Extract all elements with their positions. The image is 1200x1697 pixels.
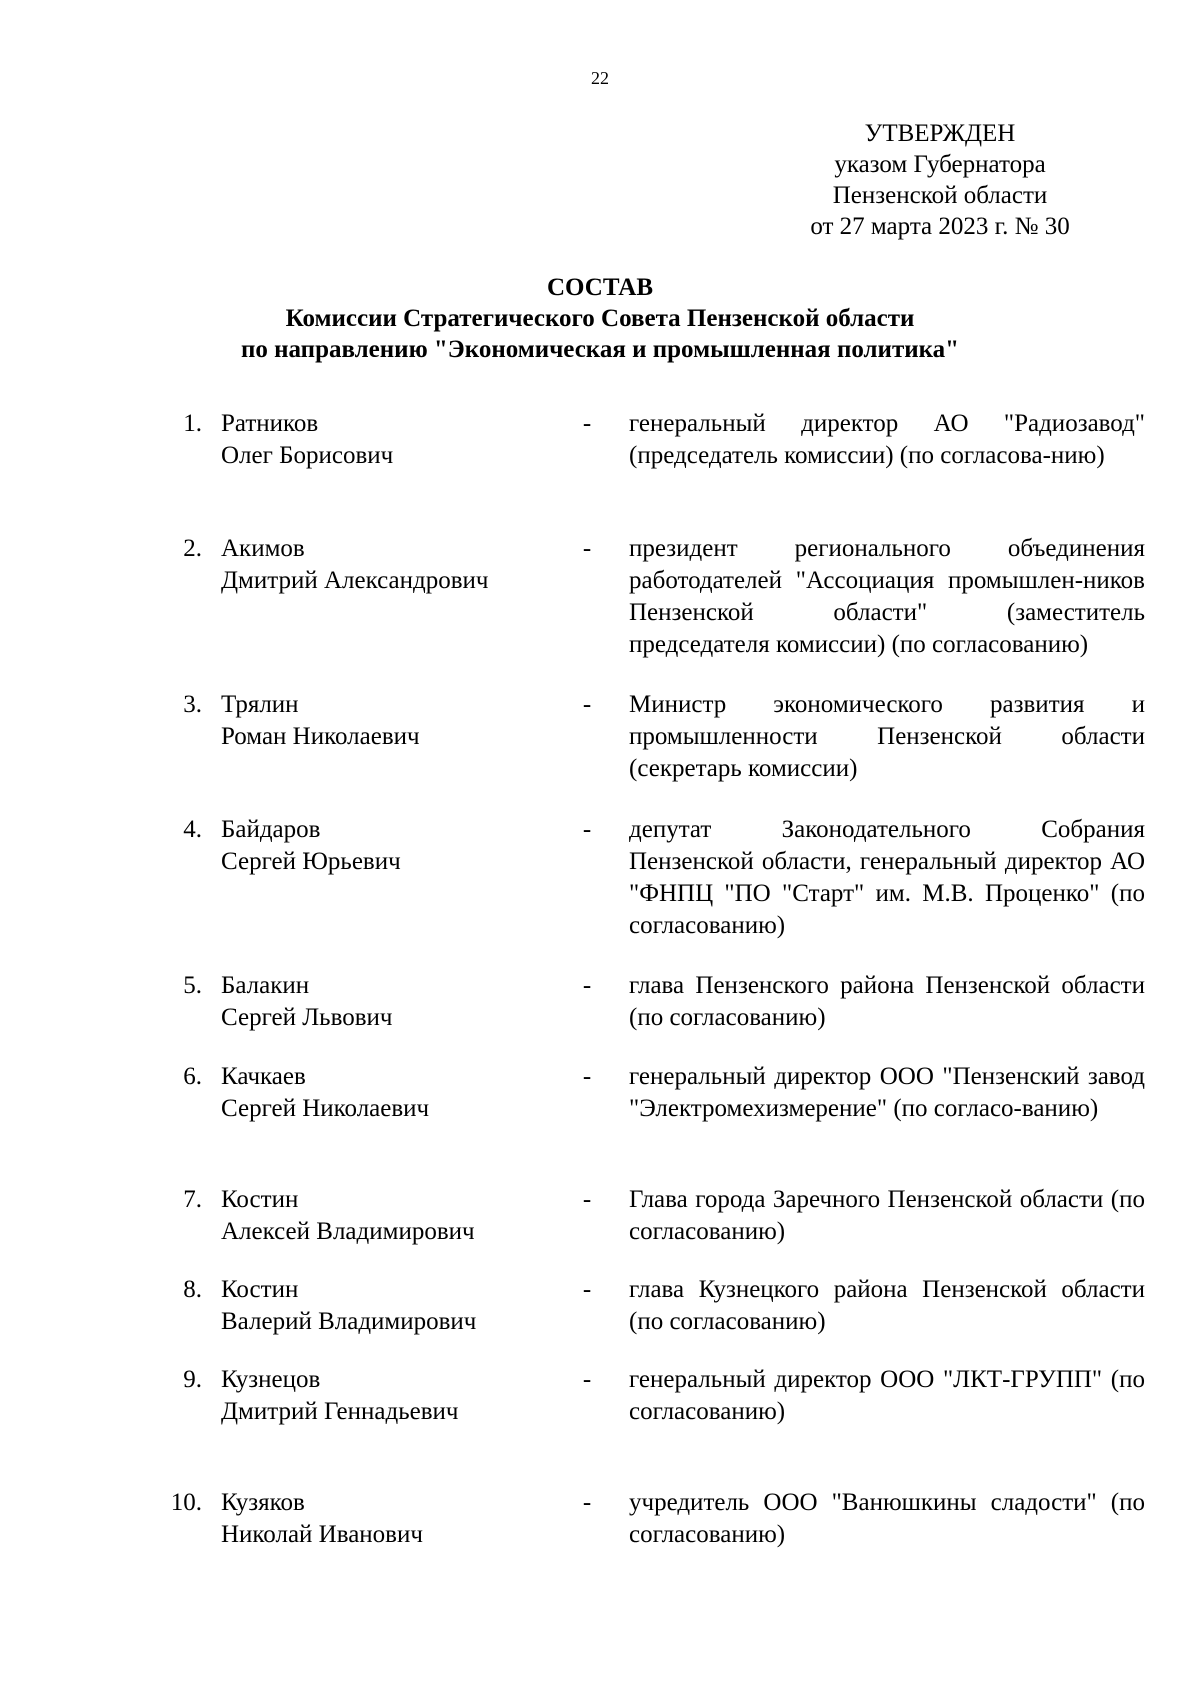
separator-dash: - — [582, 410, 592, 437]
member-role: генеральный директор ООО "Пензенский завод "Электромехизмерение" (по согласо-ванию) — [629, 1063, 1145, 1122]
member-name — [221, 408, 581, 472]
member-number: 5. — [183, 972, 202, 999]
member-role: Глава города Заречного Пензенской области (по согласованию) — [629, 1186, 1145, 1245]
separator-dash: - — [582, 1186, 592, 1213]
separator-dash: - — [582, 816, 592, 843]
member-name — [221, 1487, 581, 1551]
title-heading: СОСТАВ — [546, 274, 654, 301]
member-number: 4. — [183, 816, 202, 843]
member-role: депутат Законодательного Собрания Пензенской области, генеральный директор АО "ФНПЦ "ПО "Старт" им. М.В. Проценко" (по согласованию) — [629, 816, 1145, 939]
member-number: 8. — [183, 1276, 202, 1303]
approval-decree: указом Губернатора — [834, 151, 1046, 178]
member-name — [221, 1184, 581, 1248]
member-given-name: Дмитрий Геннадьевич — [221, 1398, 459, 1425]
member-role: генеральный директор ООО "ЛКТ-ГРУПП" (по согласованию) — [629, 1366, 1145, 1425]
approval-region: Пензенской области — [832, 182, 1048, 209]
member-role: Министр экономического развития и промышленности Пензенской области (секретарь комиссии) — [629, 691, 1145, 782]
approval-heading: УТВЕРЖДЕН — [864, 120, 1016, 147]
separator-dash: - — [582, 1366, 592, 1393]
member-number: 10. — [170, 1489, 202, 1516]
member-role: глава Кузнецкого района Пензенской области (по согласованию) — [629, 1276, 1145, 1335]
member-given-name: Сергей Юрьевич — [221, 848, 401, 875]
separator-dash: - — [582, 535, 592, 562]
member-surname: Трялин — [221, 691, 299, 718]
member-number: 6. — [183, 1063, 202, 1090]
member-given-name: Олег Борисович — [221, 442, 394, 469]
member-given-name: Николай Иванович — [221, 1521, 423, 1548]
member-surname: Костин — [221, 1276, 299, 1303]
separator-dash: - — [582, 691, 592, 718]
member-name — [221, 970, 581, 1034]
member-given-name: Сергей Николаевич — [221, 1095, 430, 1122]
member-number: 1. — [183, 410, 202, 437]
member-surname: Ратников — [221, 410, 319, 437]
member-role: президент регионального объединения работодателей "Ассоциация промышлен-ников Пензенской области" (заместитель председателя комиссии) (по согласованию) — [629, 535, 1145, 658]
separator-dash: - — [582, 1063, 592, 1090]
member-surname: Качкаев — [221, 1063, 306, 1090]
member-name — [221, 689, 581, 753]
document-title — [0, 272, 1200, 365]
member-surname: Акимов — [221, 535, 305, 562]
member-name — [221, 1364, 581, 1428]
member-given-name: Дмитрий Александрович — [221, 567, 489, 594]
member-number: 3. — [183, 691, 202, 718]
member-name — [221, 1061, 581, 1125]
member-surname: Кузяков — [221, 1489, 305, 1516]
member-surname: Балакин — [221, 972, 310, 999]
member-number: 9. — [183, 1366, 202, 1393]
member-surname: Байдаров — [221, 816, 321, 843]
member-number: 2. — [183, 535, 202, 562]
member-given-name: Роман Николаевич — [221, 723, 420, 750]
separator-dash: - — [582, 1489, 592, 1516]
member-number: 7. — [183, 1186, 202, 1213]
member-name — [221, 814, 581, 878]
approval-date: от 27 марта 2023 г. № 30 — [810, 213, 1070, 240]
member-role: учредитель ООО "Ванюшкины сладости" (по согласованию) — [629, 1489, 1145, 1548]
member-role: глава Пензенского района Пензенской области (по согласованию) — [629, 972, 1145, 1031]
title-commission: Комиссии Стратегического Совета Пензенской области — [285, 305, 915, 332]
page-number: 22 — [591, 68, 609, 88]
member-role: генеральный директор АО "Радиозавод" (председатель комиссии) (по согласова-нию) — [629, 410, 1145, 469]
member-given-name: Валерий Владимирович — [221, 1308, 477, 1335]
member-given-name: Сергей Львович — [221, 1004, 393, 1031]
member-name — [221, 533, 581, 597]
separator-dash: - — [582, 1276, 592, 1303]
title-direction: по направлению "Экономическая и промышленная политика" — [240, 336, 960, 363]
member-surname: Костин — [221, 1186, 299, 1213]
member-given-name: Алексей Владимирович — [221, 1218, 475, 1245]
member-surname: Кузнецов — [221, 1366, 321, 1393]
member-name — [221, 1274, 581, 1338]
approval-stamp — [790, 118, 1090, 242]
separator-dash: - — [582, 972, 592, 999]
